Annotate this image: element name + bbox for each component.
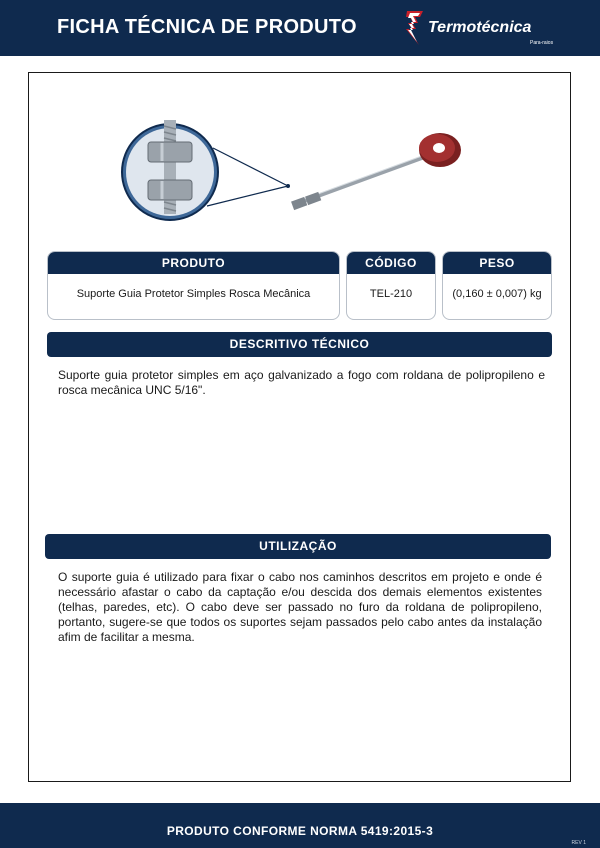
logo-tagline: Para-raios (530, 40, 554, 46)
descritivo-heading: DESCRITIVO TÉCNICO (47, 332, 552, 357)
descritivo-text: Suporte guia protetor simples em aço galvanizado a fogo com roldana de polipropileno e rosca mecânica UNC 5/16". (58, 368, 545, 397)
revision-label: REV 1 (571, 840, 586, 846)
product-weight-box (442, 251, 552, 320)
termotecnica-logo (404, 9, 564, 49)
code-header: CÓDIGO (347, 252, 435, 274)
product-code-box (346, 251, 436, 320)
code-value: TEL-210 (369, 288, 413, 300)
page-title: FICHA TÉCNICA DE PRODUTO (57, 16, 357, 38)
utilizacao-heading: UTILIZAÇÃO (45, 534, 551, 559)
product-name-box (47, 251, 340, 320)
product-value: Suporte Guia Protetor Simples Rosca Mecânica (76, 288, 311, 300)
product-image (110, 100, 480, 225)
norm-statement: PRODUTO CONFORME NORMA 5419:2015-3 (166, 824, 434, 838)
lightning-bolt-icon (404, 9, 426, 47)
header-bar (0, 0, 600, 56)
footer-bar (0, 803, 600, 848)
logo-name: Termotécnica (428, 19, 532, 36)
weight-value: (0,160 ± 0,007) kg (452, 288, 542, 300)
product-header: PRODUTO (48, 252, 339, 274)
weight-header: PESO (443, 252, 551, 274)
utilizacao-text: O suporte guia é utilizado para fixar o cabo nos caminhos descritos em projeto e onde é necessário afastar o cabo da captação e/ou descida dos demais elementos existentes (telhas, paredes, etc). O cabo deve ser passado no furo da roldana de polipropileno, portanto, sugere-se que todos os suportes sejam passados pelo cabo antes da instalação afim de facilitar a mesma. (58, 570, 542, 644)
